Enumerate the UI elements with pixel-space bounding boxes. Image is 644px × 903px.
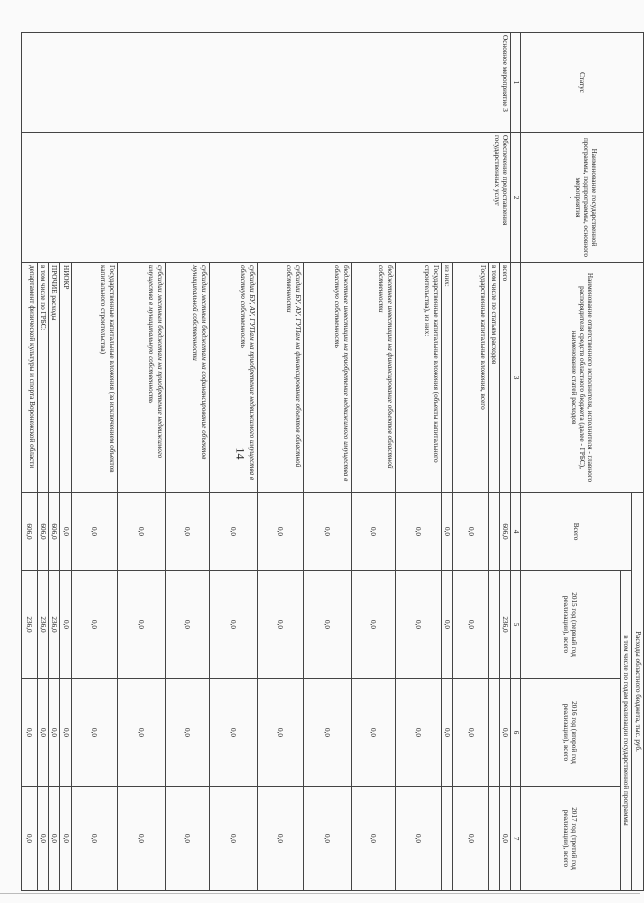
column-index-6: 6 (511, 679, 520, 787)
expense-item-name: Государственные капитальные вложения (объекты капитального строительства), из них: (395, 263, 441, 493)
value-y3: 0,0 (37, 787, 48, 891)
value-y1: 0,0 (351, 571, 395, 679)
value-total: 0,0 (71, 493, 117, 571)
value-y1: 0,0 (71, 571, 117, 679)
page-bottom-rule (0, 893, 640, 894)
value-y2: 0,0 (257, 679, 303, 787)
header-status: Статус (520, 33, 643, 133)
expense-item-name: департамент физической культуры и спорта Воронежской области (21, 263, 37, 493)
expense-item-name: субсидии местным бюджетам на приобретение недвижимого имущества в муниципальную собственность (117, 263, 165, 493)
value-total: 0,0 (209, 493, 257, 571)
value-total: 0,0 (60, 493, 71, 571)
value-y3: 0,0 (257, 787, 303, 891)
value-y2: 0,0 (117, 679, 165, 787)
value-y1: 0,0 (303, 571, 351, 679)
value-total: 0,0 (395, 493, 441, 571)
value-y3: 0,0 (71, 787, 117, 891)
header-year3: 2017 год (третий год реализации), всего (520, 787, 620, 891)
value-y3: 0,0 (395, 787, 441, 891)
value-y1: 236,0 (21, 571, 37, 679)
value-y3: 0,0 (500, 787, 511, 891)
value-y1: 0,0 (117, 571, 165, 679)
header-by-year: в том числе по годам реализации государственной программы (620, 571, 631, 891)
value-y2: 0,0 (49, 679, 60, 787)
expense-item-name: субсидии БУ, АУ, ГУПам на финансирование объектов областной собственности (257, 263, 303, 493)
value-y1 (488, 571, 499, 679)
column-index-4: 4 (511, 493, 520, 571)
value-y2: 0,0 (37, 679, 48, 787)
page-number: 14 (233, 447, 248, 460)
value-y2: 0,0 (351, 679, 395, 787)
expense-item-name: в том числе по ГРБС: (37, 263, 48, 493)
value-y3: 0,0 (117, 787, 165, 891)
value-y3 (488, 787, 499, 891)
value-total: 606,0 (49, 493, 60, 571)
value-y1: 236,0 (49, 571, 60, 679)
expense-item-name: бюджетные инвестиции на финансирование объектов областной собственности (351, 263, 395, 493)
value-y1: 0,0 (395, 571, 441, 679)
value-y2: 0,0 (21, 679, 37, 787)
value-y3 (441, 787, 452, 891)
expense-item-name: субсидии БУ, АУ, ГУПам на приобретение недвижимого имущества в областную собственность (209, 263, 257, 493)
header-total: Всего (520, 493, 631, 571)
value-y2: 0,0 (395, 679, 441, 787)
expense-item-name: из них: (441, 263, 452, 493)
header-expenses: Расходы областного бюджета, тыс. руб. (632, 493, 644, 891)
value-y3: 0,0 (165, 787, 209, 891)
value-total: 0,0 (165, 493, 209, 571)
value-y3: 0,0 (49, 787, 60, 891)
value-y2 (488, 679, 499, 787)
budget-table (21, 32, 644, 891)
column-index-row (511, 33, 520, 891)
value-y2: 0,0 (71, 679, 117, 787)
value-y3: 0,0 (21, 787, 37, 891)
expense-item-name: Государственные капитальные вложения, всего (452, 263, 488, 493)
value-y1: 0,0 (441, 571, 452, 679)
column-index-1: 1 (511, 33, 520, 133)
header-program-name: Наименование государственной программы, подпрограммы, основного мероприятия · (520, 133, 643, 263)
value-total: 606,0 (21, 493, 37, 571)
value-y2: 0,0 (60, 679, 71, 787)
value-total (488, 493, 499, 571)
value-y1: 0,0 (60, 571, 71, 679)
value-y1: 0,0 (165, 571, 209, 679)
expense-item-name: НИОКР (60, 263, 71, 493)
value-y2: 0,0 (165, 679, 209, 787)
column-index-3: 3 (511, 263, 520, 493)
value-y3: 0,0 (209, 787, 257, 891)
value-y3: 0,0 (452, 787, 488, 891)
value-total: 0,0 (441, 493, 452, 571)
value-y1: 0,0 (209, 571, 257, 679)
value-total: 0,0 (351, 493, 395, 571)
value-total: 606,0 (500, 493, 511, 571)
value-y1: 0,0 (257, 571, 303, 679)
value-total: 0,0 (257, 493, 303, 571)
expense-item-name: ПРОЧИЕ расходы (49, 263, 60, 493)
table-row (500, 33, 511, 891)
column-index-7: 7 (511, 787, 520, 891)
value-y3: 0,0 (303, 787, 351, 891)
expense-item-name: всего (500, 263, 511, 493)
status-cell: Основное мероприятие 3 (21, 33, 511, 133)
value-y2: 0,0 (452, 679, 488, 787)
header-year2: 2016 год (второй год реализации), всего (520, 679, 620, 787)
value-y3: 0,0 (351, 787, 395, 891)
value-y1: 0,0 (452, 571, 488, 679)
value-y1: 236,0 (37, 571, 48, 679)
value-total: 0,0 (303, 493, 351, 571)
value-y2: 0,0 (303, 679, 351, 787)
column-index-5: 5 (511, 571, 520, 679)
value-total: 0,0 (452, 493, 488, 571)
expense-item-name: субсидии местным бюджетам на софинансирование объектов муниципальной собственности (165, 263, 209, 493)
value-total: 606,0 (37, 493, 48, 571)
value-y2: 0,0 (500, 679, 511, 787)
value-y2: 0,0 (441, 679, 452, 787)
value-y1: 236,0 (500, 571, 511, 679)
expense-item-name: Государственные капитальные вложения (за исключением объектов капитального строительства) (71, 263, 117, 493)
value-y2: 0,0 (209, 679, 257, 787)
column-index-2: 2 (511, 133, 520, 263)
value-total: 0,0 (117, 493, 165, 571)
program-cell: Обеспечение предоставления государственных услуг (21, 133, 511, 263)
expense-item-name: бюджетные инвестиции на приобретение недвижимого имущества в областную собственность (303, 263, 351, 493)
header-executor: Наименование ответственного исполнителя, исполнителя - главного распорядителя средств областного бюджета (далее - ГРБС), наименование статей расходов (520, 263, 643, 493)
expense-item-name: в том числе по статьям расходов (488, 263, 499, 493)
header-year1: 2015 год (первый год реализации), всего (520, 571, 620, 679)
value-y3: 0,0 (60, 787, 71, 891)
